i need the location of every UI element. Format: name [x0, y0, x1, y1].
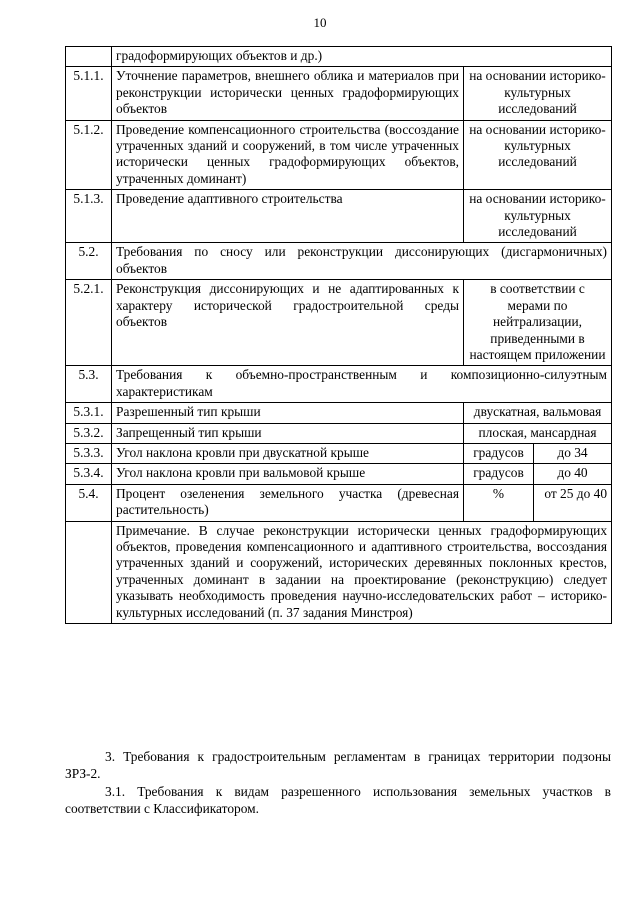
table-row — [66, 190, 612, 243]
row-number: 5.2. — [66, 243, 112, 280]
row-value: двускатная, вальмовая — [464, 403, 612, 423]
row-unit: % — [464, 484, 534, 521]
row-number — [66, 521, 112, 623]
row-description: Уточнение параметров, внешнего облика и материалов при реконструкции исторически ценных градоформирующих объектов — [112, 67, 464, 120]
row-number: 5.3. — [66, 366, 112, 403]
row-description: Реконструкция диссонирующих и не адаптированных к характеру исторической градостроительной среды объектов — [112, 280, 464, 366]
table-row — [66, 403, 612, 423]
table-row — [66, 464, 612, 484]
note-text: Примечание. В случае реконструкции исторически ценных градоформирующих объектов, проведения компенсационного и адаптивного строительства, воссоздания утраченных зданий и сооружений, исторических деревянных поклонных крестов, утраченных доминант в задании на проектирование (реконструкцию) следует указывать необходимость проведения научно-исследовательских работ – историко-культурных исследований (п. 37 задания Минстроя) — [112, 521, 612, 623]
row-description: Требования по сносу или реконструкции диссонирующих (дисгармоничных) объектов — [112, 243, 612, 280]
row-value: на основании историко-культурных исследований — [464, 190, 612, 243]
table-row — [66, 521, 612, 623]
table-row — [66, 243, 612, 280]
table-row — [66, 443, 612, 463]
row-number: 5.1.1. — [66, 67, 112, 120]
row-description: Угол наклона кровли при вальмовой крыше — [112, 464, 464, 484]
page-number: 10 — [313, 15, 327, 30]
row-description: Проведение адаптивного строительства — [112, 190, 464, 243]
row-number: 5.1.2. — [66, 120, 112, 190]
row-description: Процент озеленения земельного участка (древесная растительность) — [112, 484, 464, 521]
table-row — [66, 423, 612, 443]
section-3-1-paragraph: 3.1. Требования к видам разрешенного использования земельных участков в соответствии с Классификатором. — [65, 784, 611, 816]
row-number — [66, 47, 112, 67]
row-value: до 34 — [534, 443, 612, 463]
row-description: градоформирующих объектов и др.) — [112, 47, 612, 67]
table-row — [66, 484, 612, 521]
row-number: 5.1.3. — [66, 190, 112, 243]
row-unit: градусов — [464, 443, 534, 463]
row-description: Разрешенный тип крыши — [112, 403, 464, 423]
row-number: 5.3.1. — [66, 403, 112, 423]
table-row — [66, 47, 612, 67]
row-number: 5.2.1. — [66, 280, 112, 366]
regulations-table — [65, 46, 612, 624]
row-description: Угол наклона кровли при двускатной крыше — [112, 443, 464, 463]
row-value: плоская, мансардная — [464, 423, 612, 443]
row-value: на основании историко-культурных исследований — [464, 67, 612, 120]
row-value: до 40 — [534, 464, 612, 484]
row-value: в соответствии с мерами по нейтрализации, приведенными в настоящем приложении — [464, 280, 612, 366]
row-description: Запрещенный тип крыши — [112, 423, 464, 443]
table-row — [66, 120, 612, 190]
row-number: 5.3.2. — [66, 423, 112, 443]
table-row — [66, 280, 612, 366]
row-unit: градусов — [464, 464, 534, 484]
table-row — [66, 366, 612, 403]
row-description: Требования к объемно-пространственным и композиционно-силуэтным характеристикам — [112, 366, 612, 403]
table-row — [66, 67, 612, 120]
row-value: от 25 до 40 — [534, 484, 612, 521]
row-description: Проведение компенсационного строительства (воссоздание утраченных зданий и сооружений, в том числе утраченных исторически ценных градоформирующих объектов, утраченных доминант) — [112, 120, 464, 190]
row-number: 5.4. — [66, 484, 112, 521]
row-value: на основании историко-культурных исследований — [464, 120, 612, 190]
row-number: 5.3.4. — [66, 464, 112, 484]
section-3-heading: 3. Требования к градостроительным регламентам в границах территории подзоны ЗРЗ-2. — [65, 749, 611, 781]
row-number: 5.3.3. — [66, 443, 112, 463]
